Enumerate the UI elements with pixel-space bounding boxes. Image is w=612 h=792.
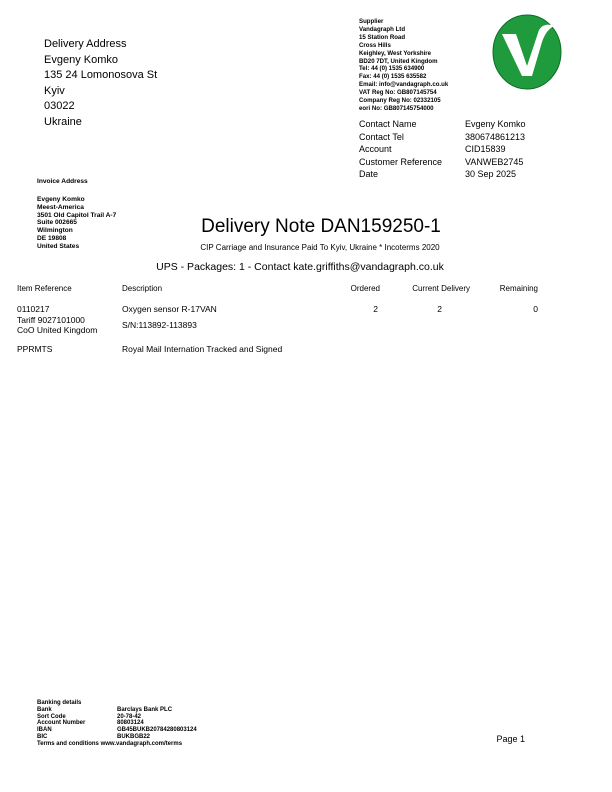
contact-label: Contact Name (359, 119, 417, 129)
bank-value: GB45BUKB20784280803124 (117, 727, 197, 734)
supplier-line: BD20 7DT, United Kingdom (359, 57, 438, 65)
delivery-address (44, 37, 157, 131)
item-ref: 0110217 (17, 304, 50, 314)
invoice-line: United States (37, 242, 80, 250)
contact-row (359, 168, 555, 181)
invoice-line: Wilmington (37, 227, 73, 235)
bank-row (37, 727, 197, 734)
bank-label: IBAN (37, 727, 52, 734)
delivery-heading: Delivery Address (44, 38, 127, 50)
contact-row (359, 118, 555, 131)
delivery-postcode: 03022 (44, 100, 75, 113)
banking-heading: Banking details (37, 700, 82, 706)
item-current-delivery: 2 (437, 304, 442, 314)
supplier-line: VAT Reg No: GB807145754 (359, 89, 437, 97)
contact-value: Evgeny Komko (465, 119, 526, 129)
bank-label: Account Number (37, 720, 86, 727)
service-reference: PPRMTS (17, 344, 53, 354)
supplier-line: Fax: 44 (0) 1535 635582 (359, 73, 427, 81)
contact-label: Date (359, 169, 379, 180)
banking-details (37, 700, 197, 748)
contact-row (359, 131, 555, 144)
bank-value: 20-78-42 (117, 713, 142, 720)
supplier-line: Email: info@vandagraph.co.uk (359, 81, 449, 89)
supplier-line: Tel: 44 (0) 1535 634900 (359, 65, 425, 73)
bank-row (37, 714, 197, 721)
invoice-line: Suite 002665 (37, 219, 77, 227)
contact-value: 380674861213 (465, 131, 526, 142)
contact-value: CID15839 (465, 144, 506, 155)
terms-link[interactable]: Terms and conditions www.vandagraph.com/terms (37, 740, 183, 747)
supplier-line: eori No: GB807145754000 (359, 104, 434, 112)
invoice-line: 3501 Old Capitol Trail A-7 (37, 211, 117, 219)
item-coo: CoO United Kingdom (17, 325, 98, 336)
header-remaining: Remaining (499, 284, 538, 293)
item-description-cell (122, 304, 217, 330)
item-tariff: Tariff 9027101000 (17, 314, 85, 325)
delivery-street: 135 24 Lomonosova St (44, 69, 158, 82)
contact-value: 30 Sep 2025 (465, 169, 517, 180)
supplier-line: 15 Station Road (359, 33, 406, 41)
vandagraph-logo-icon (492, 14, 562, 90)
contact-label: Account (359, 144, 392, 155)
contact-table (359, 118, 555, 181)
supplier-line: Company Reg No: 02332105 (359, 97, 441, 105)
contact-row (359, 143, 555, 156)
invoice-heading: Invoice Address (37, 178, 88, 185)
item-reference-cell (17, 304, 97, 336)
bank-value: Barclays Bank PLC (117, 706, 173, 713)
supplier-block (359, 18, 448, 113)
bank-label: BIC (37, 733, 48, 740)
delivery-name: Evgeny Komko (44, 53, 118, 66)
service-description: Royal Mail Internation Tracked and Signed (122, 344, 283, 354)
supplier-heading: Supplier (359, 18, 384, 25)
bank-value: BUKBGB22 (117, 733, 151, 740)
header-current-delivery: Current Delivery (412, 284, 470, 293)
incoterms-line: CIP Carriage and Insurance Paid To Kyiv, Ukraine * Incoterms 2020 (200, 243, 440, 252)
bank-label: Bank (37, 706, 52, 713)
invoice-line: Meest-America (37, 203, 84, 211)
item-remaining: 0 (533, 304, 538, 314)
shipping-line: UPS - Packages: 1 - Contact kate.griffiths@vandagraph.co.uk (156, 261, 444, 273)
page-number: Page 1 (496, 734, 525, 744)
item-description: Oxygen sensor R-17VAN (122, 304, 217, 314)
header-ordered: Ordered (350, 284, 380, 293)
contact-value: VANWEB2745 (465, 156, 524, 167)
invoice-line: DE 19808 (37, 234, 67, 242)
supplier-line: Vandagraph Ltd (359, 25, 406, 33)
header-item-reference: Item Reference (17, 284, 72, 293)
bank-row (37, 720, 197, 727)
delivery-country: Ukraine (44, 115, 82, 128)
document-title: Delivery Note DAN159250-1 (201, 216, 441, 237)
bank-value: 80803124 (117, 720, 144, 727)
item-serial: S/N:113892-113893 (122, 319, 197, 330)
invoice-line: Evgeny Komko (37, 196, 85, 203)
item-ordered: 2 (373, 304, 378, 314)
bank-label: Sort Code (37, 713, 66, 720)
bank-row (37, 707, 197, 714)
contact-row (359, 156, 555, 169)
supplier-line: Cross Hills (359, 41, 391, 49)
delivery-city: Kyiv (44, 84, 65, 97)
supplier-line: Keighley, West Yorkshire (359, 49, 432, 57)
contact-label: Customer Reference (359, 156, 443, 167)
invoice-address (37, 196, 116, 251)
header-description: Description (122, 284, 163, 293)
contact-label: Contact Tel (359, 131, 404, 142)
bank-row (37, 734, 197, 741)
